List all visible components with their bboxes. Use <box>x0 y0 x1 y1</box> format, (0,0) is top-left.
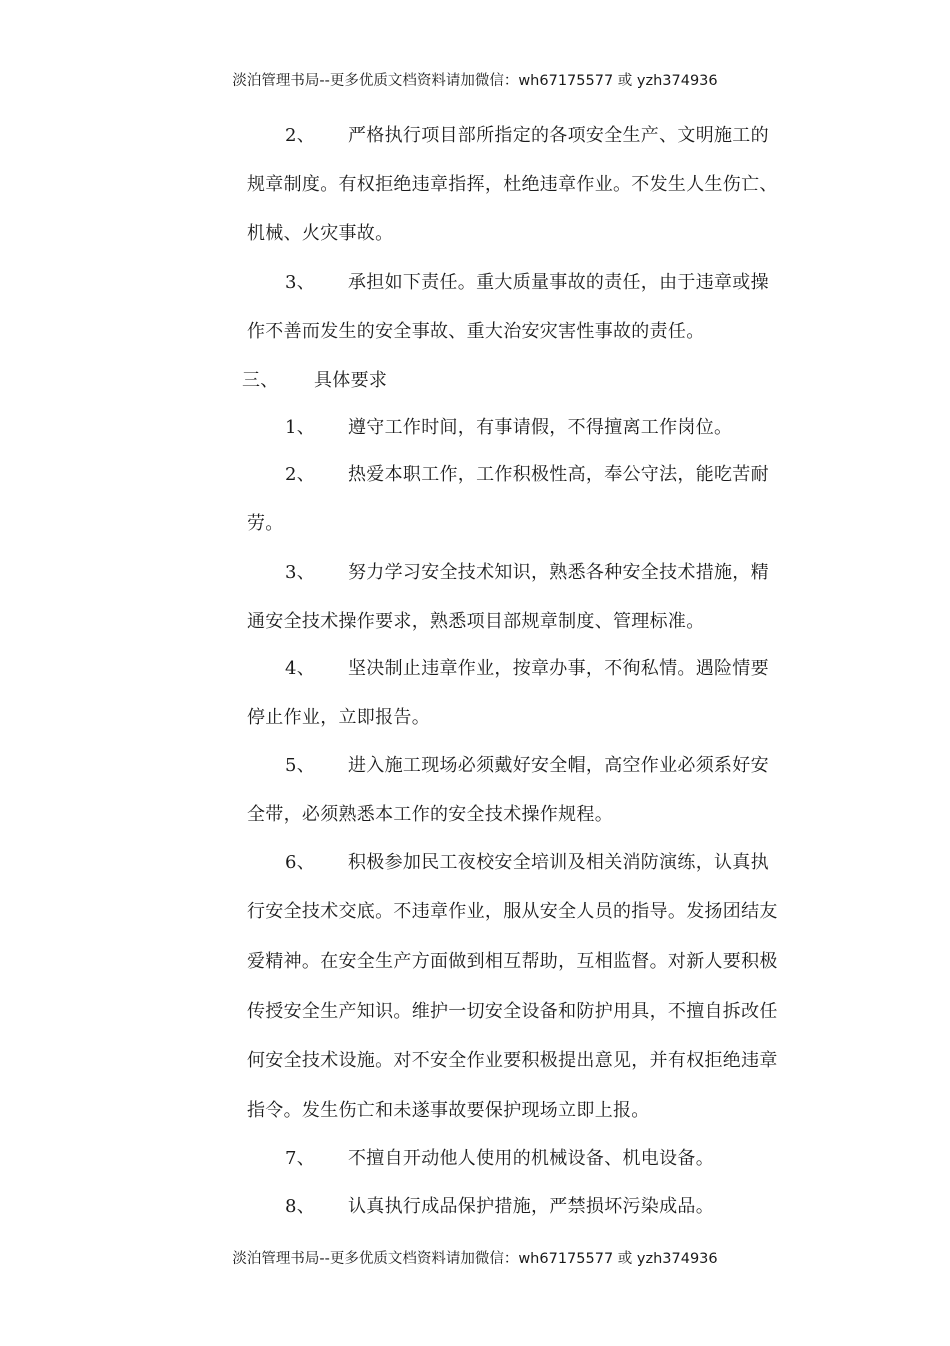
paragraph-line: 机械、火灾事故。 <box>247 223 394 244</box>
item-text: 认真执行成品保护措施，严禁损坏污染成品。 <box>348 1196 714 1217</box>
paragraph-line: 全带，必须熟悉本工作的安全技术操作规程。 <box>247 804 613 825</box>
item-text: 坚决制止违章作业，按章办事，不徇私情。遇险情要 <box>348 658 769 679</box>
item-number: 8、 <box>285 1196 316 1217</box>
item-number: 4、 <box>285 658 316 679</box>
paragraph-line: 规章制度。有权拒绝违章指挥，杜绝违章作业。不发生人生伤亡、 <box>247 174 778 195</box>
item-number: 7、 <box>285 1148 316 1169</box>
item-text: 不擅自开动他人使用的机械设备、机电设备。 <box>348 1148 714 1169</box>
paragraph-line: 何安全技术设施。对不安全作业要积极提出意见，并有权拒绝违章 <box>247 1050 778 1071</box>
item-number: 6、 <box>285 852 316 873</box>
section-title: 具体要求 <box>314 370 388 391</box>
item-number: 2、 <box>285 464 316 485</box>
item-text: 承担如下责任。重大质量事故的责任，由于违章或操 <box>348 272 769 293</box>
page-footer-watermark: 淡泊管理书局--更多优质文档资料请加微信：wh67175577 或 yzh374936 <box>232 1251 718 1267</box>
section-number: 三、 <box>242 370 279 391</box>
paragraph-line: 指令。发生伤亡和未遂事故要保护现场立即上报。 <box>247 1100 650 1121</box>
paragraph-line: 传授安全生产知识。维护一切安全设备和防护用具，不擅自拆改任 <box>247 1001 778 1022</box>
page-header-watermark: 淡泊管理书局--更多优质文档资料请加微信：wh67175577 或 yzh374936 <box>232 73 718 89</box>
item-text: 严格执行项目部所指定的各项安全生产、文明施工的 <box>348 125 769 146</box>
item-text: 进入施工现场必须戴好安全帽，高空作业必须系好安 <box>348 755 769 776</box>
paragraph-line: 爱精神。在安全生产方面做到相互帮助，互相监督。对新人要积极 <box>247 951 778 972</box>
paragraph-line: 行安全技术交底。不违章作业，服从安全人员的指导。发扬团结友 <box>247 901 778 922</box>
item-number: 3、 <box>285 272 316 293</box>
item-number: 3、 <box>285 562 316 583</box>
item-number: 5、 <box>285 755 316 776</box>
paragraph-line: 停止作业，立即报告。 <box>247 707 430 728</box>
paragraph-line: 通安全技术操作要求，熟悉项目部规章制度、管理标准。 <box>247 611 705 632</box>
item-text: 遵守工作时间，有事请假，不得擅离工作岗位。 <box>348 417 733 438</box>
paragraph-line: 劳。 <box>247 513 284 534</box>
item-number: 2、 <box>285 125 316 146</box>
item-number: 1、 <box>285 417 316 438</box>
item-text: 热爱本职工作，工作积极性高，奉公守法，能吃苦耐 <box>348 464 769 485</box>
paragraph-line: 作不善而发生的安全事故、重大治安灾害性事故的责任。 <box>247 321 705 342</box>
item-text: 努力学习安全技术知识，熟悉各种安全技术措施，精 <box>348 562 769 583</box>
item-text: 积极参加民工夜校安全培训及相关消防演练，认真执 <box>348 852 769 873</box>
